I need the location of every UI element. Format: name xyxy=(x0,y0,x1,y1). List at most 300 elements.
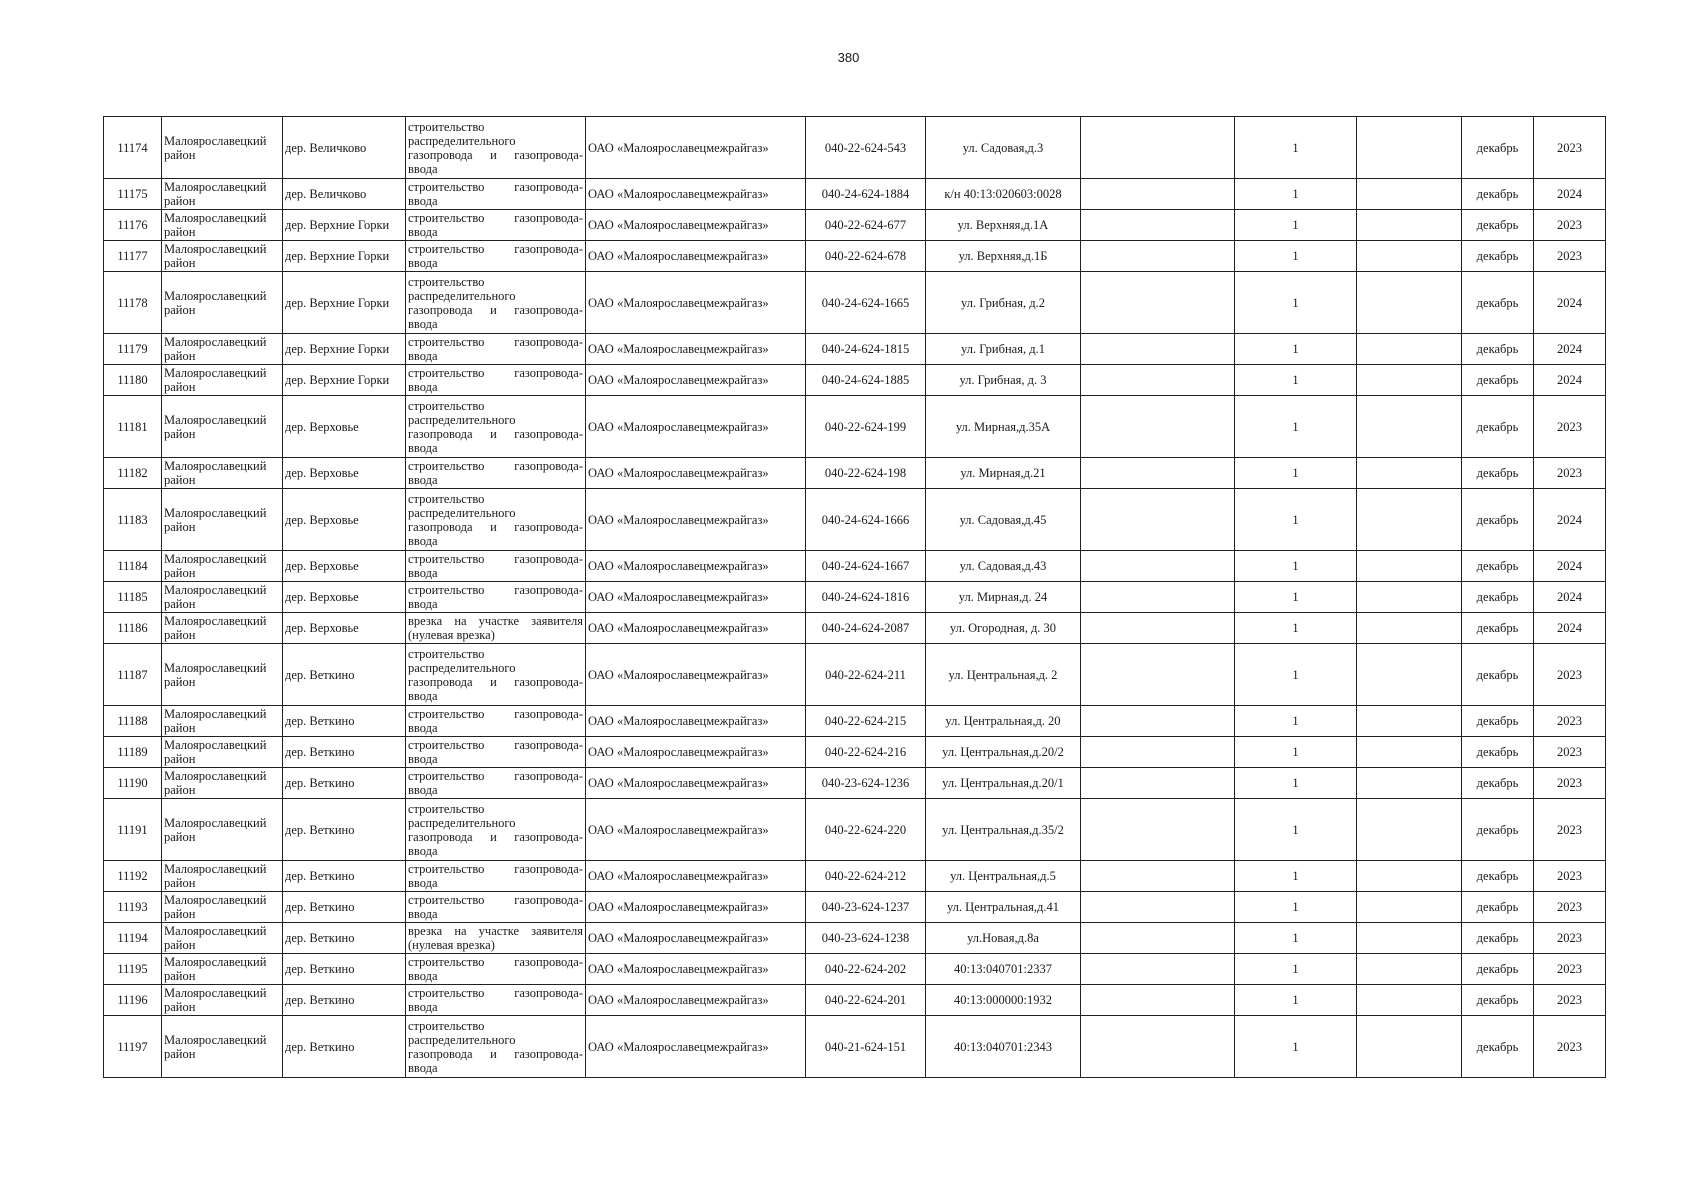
organization-cell: ОАО «Малоярославецмежрайгаз» xyxy=(586,1016,806,1078)
quantity-cell: 1 xyxy=(1235,334,1357,365)
quantity-cell: 1 xyxy=(1235,582,1357,613)
work-type-line: ввода xyxy=(408,473,438,487)
quantity-cell: 1 xyxy=(1235,551,1357,582)
year-cell: 2023 xyxy=(1534,892,1606,923)
table-row xyxy=(104,768,1606,799)
village-cell: дер. Верхние Горки xyxy=(283,241,406,272)
empty-cell xyxy=(1357,1016,1462,1078)
empty-cell xyxy=(1081,985,1235,1016)
address-cell: 40:13:000000:1932 xyxy=(926,985,1081,1016)
year-cell: 2023 xyxy=(1534,241,1606,272)
year-cell: 2023 xyxy=(1534,644,1606,706)
address-cell: ул. Садовая,д.45 xyxy=(926,489,1081,551)
registry-code-cell: 040-22-624-211 xyxy=(806,644,926,706)
organization-cell: ОАО «Малоярославецмежрайгаз» xyxy=(586,241,806,272)
organization-cell: ОАО «Малоярославецмежрайгаз» xyxy=(586,861,806,892)
work-type-line: строительство xyxy=(408,801,485,816)
address-cell: ул. Грибная, д.2 xyxy=(926,272,1081,334)
row-number: 11187 xyxy=(104,644,162,706)
village-cell: дер. Величково xyxy=(283,117,406,179)
gasification-table xyxy=(103,116,1606,1078)
work-type-line: строительство xyxy=(408,646,485,661)
empty-cell xyxy=(1357,551,1462,582)
organization-cell: ОАО «Малоярославецмежрайгаз» xyxy=(586,334,806,365)
work-type-line: (нулевая врезка) xyxy=(408,938,495,952)
work-type-cell xyxy=(406,582,586,613)
work-type-line: ввода xyxy=(408,783,438,797)
village-cell: дер. Верховье xyxy=(283,551,406,582)
quantity-cell: 1 xyxy=(1235,210,1357,241)
table-row xyxy=(104,1016,1606,1078)
work-type-line: ввода xyxy=(408,440,438,455)
table-row xyxy=(104,954,1606,985)
village-cell: дер. Веткино xyxy=(283,892,406,923)
row-number: 11191 xyxy=(104,799,162,861)
village-cell: дер. Верховье xyxy=(283,458,406,489)
empty-cell xyxy=(1357,365,1462,396)
work-type-line: ввода xyxy=(408,161,438,176)
month-cell: декабрь xyxy=(1462,179,1534,210)
organization-cell: ОАО «Малоярославецмежрайгаз» xyxy=(586,117,806,179)
table-body xyxy=(104,117,1606,1078)
empty-cell xyxy=(1081,272,1235,334)
quantity-cell: 1 xyxy=(1235,954,1357,985)
empty-cell xyxy=(1081,489,1235,551)
work-type-line: строительство газопровода- xyxy=(408,335,583,349)
month-cell: декабрь xyxy=(1462,365,1534,396)
work-type-cell xyxy=(406,613,586,644)
village-cell: дер. Верхние Горки xyxy=(283,210,406,241)
empty-cell xyxy=(1357,768,1462,799)
month-cell: декабрь xyxy=(1462,737,1534,768)
month-cell: декабрь xyxy=(1462,1016,1534,1078)
organization-cell: ОАО «Малоярославецмежрайгаз» xyxy=(586,768,806,799)
table-row xyxy=(104,365,1606,396)
table-row xyxy=(104,241,1606,272)
row-number: 11185 xyxy=(104,582,162,613)
district-cell: Малоярославецкий район xyxy=(162,737,283,768)
address-cell: ул. Мирная,д.35А xyxy=(926,396,1081,458)
work-type-line: ввода xyxy=(408,876,438,890)
work-type-cell xyxy=(406,396,586,458)
organization-cell: ОАО «Малоярославецмежрайгаз» xyxy=(586,613,806,644)
district-cell: Малоярославецкий район xyxy=(162,582,283,613)
work-type-line: врезка на участке заявителя xyxy=(408,924,583,938)
address-cell: ул. Огородная, д. 30 xyxy=(926,613,1081,644)
table-row xyxy=(104,923,1606,954)
month-cell: декабрь xyxy=(1462,334,1534,365)
district-cell: Малоярославецкий район xyxy=(162,458,283,489)
month-cell: декабрь xyxy=(1462,241,1534,272)
year-cell: 2023 xyxy=(1534,706,1606,737)
work-type-line: строительство xyxy=(408,491,485,506)
empty-cell xyxy=(1081,799,1235,861)
work-type-line: ввода xyxy=(408,843,438,858)
registry-code-cell: 040-22-624-543 xyxy=(806,117,926,179)
empty-cell xyxy=(1081,861,1235,892)
work-type-cell xyxy=(406,334,586,365)
district-cell: Малоярославецкий район xyxy=(162,117,283,179)
village-cell: дер. Верхние Горки xyxy=(283,365,406,396)
village-cell: дер. Верхние Горки xyxy=(283,272,406,334)
empty-cell xyxy=(1357,892,1462,923)
year-cell: 2024 xyxy=(1534,551,1606,582)
empty-cell xyxy=(1081,396,1235,458)
organization-cell: ОАО «Малоярославецмежрайгаз» xyxy=(586,799,806,861)
work-type-line: врезка на участке заявителя xyxy=(408,614,583,628)
organization-cell: ОАО «Малоярославецмежрайгаз» xyxy=(586,272,806,334)
row-number: 11184 xyxy=(104,551,162,582)
quantity-cell: 1 xyxy=(1235,892,1357,923)
village-cell: дер. Верхние Горки xyxy=(283,334,406,365)
year-cell: 2023 xyxy=(1534,768,1606,799)
empty-cell xyxy=(1357,954,1462,985)
registry-code-cell: 040-22-624-215 xyxy=(806,706,926,737)
work-type-line: (нулевая врезка) xyxy=(408,628,495,642)
month-cell: декабрь xyxy=(1462,396,1534,458)
table-row xyxy=(104,985,1606,1016)
organization-cell: ОАО «Малоярославецмежрайгаз» xyxy=(586,489,806,551)
district-cell: Малоярославецкий район xyxy=(162,613,283,644)
year-cell: 2024 xyxy=(1534,489,1606,551)
row-number: 11195 xyxy=(104,954,162,985)
empty-cell xyxy=(1357,334,1462,365)
month-cell: декабрь xyxy=(1462,613,1534,644)
empty-cell xyxy=(1081,644,1235,706)
district-cell: Малоярославецкий район xyxy=(162,334,283,365)
work-type-line: строительство xyxy=(408,1018,485,1033)
month-cell: декабрь xyxy=(1462,706,1534,737)
quantity-cell: 1 xyxy=(1235,985,1357,1016)
registry-code-cell: 040-24-624-1816 xyxy=(806,582,926,613)
quantity-cell: 1 xyxy=(1235,458,1357,489)
registry-code-cell: 040-22-624-202 xyxy=(806,954,926,985)
work-type-line: строительство газопровода- xyxy=(408,459,583,473)
work-type-line: ввода xyxy=(408,1060,438,1075)
registry-code-cell: 040-22-624-216 xyxy=(806,737,926,768)
organization-cell: ОАО «Малоярославецмежрайгаз» xyxy=(586,551,806,582)
table-row xyxy=(104,272,1606,334)
quantity-cell: 1 xyxy=(1235,272,1357,334)
registry-code-cell: 040-22-624-201 xyxy=(806,985,926,1016)
work-type-cell xyxy=(406,954,586,985)
work-type-line: ввода xyxy=(408,907,438,921)
table-row xyxy=(104,179,1606,210)
address-cell: 40:13:040701:2343 xyxy=(926,1016,1081,1078)
registry-code-cell: 040-24-624-1815 xyxy=(806,334,926,365)
quantity-cell: 1 xyxy=(1235,737,1357,768)
year-cell: 2023 xyxy=(1534,799,1606,861)
empty-cell xyxy=(1357,644,1462,706)
district-cell: Малоярославецкий район xyxy=(162,241,283,272)
quantity-cell: 1 xyxy=(1235,644,1357,706)
row-number: 11177 xyxy=(104,241,162,272)
work-type-line: строительство газопровода- xyxy=(408,552,583,566)
work-type-line: распределительного xyxy=(408,1032,516,1047)
work-type-cell xyxy=(406,489,586,551)
organization-cell: ОАО «Малоярославецмежрайгаз» xyxy=(586,954,806,985)
quantity-cell: 1 xyxy=(1235,613,1357,644)
row-number: 11175 xyxy=(104,179,162,210)
quantity-cell: 1 xyxy=(1235,117,1357,179)
registry-code-cell: 040-24-624-1885 xyxy=(806,365,926,396)
work-type-line: строительство газопровода- xyxy=(408,738,583,752)
table-row xyxy=(104,458,1606,489)
table-row xyxy=(104,644,1606,706)
district-cell: Малоярославецкий район xyxy=(162,892,283,923)
district-cell: Малоярославецкий район xyxy=(162,954,283,985)
work-type-cell xyxy=(406,644,586,706)
quantity-cell: 1 xyxy=(1235,923,1357,954)
table-row xyxy=(104,489,1606,551)
work-type-cell xyxy=(406,985,586,1016)
year-cell: 2023 xyxy=(1534,1016,1606,1078)
registry-code-cell: 040-24-624-2087 xyxy=(806,613,926,644)
page-number: 380 xyxy=(837,50,860,65)
work-type-cell xyxy=(406,365,586,396)
registry-code-cell: 040-21-624-151 xyxy=(806,1016,926,1078)
month-cell: декабрь xyxy=(1462,644,1534,706)
row-number: 11180 xyxy=(104,365,162,396)
work-type-cell xyxy=(406,799,586,861)
quantity-cell: 1 xyxy=(1235,489,1357,551)
year-cell: 2024 xyxy=(1534,365,1606,396)
work-type-line: распределительного xyxy=(408,660,516,675)
month-cell: декабрь xyxy=(1462,768,1534,799)
registry-code-cell: 040-22-624-220 xyxy=(806,799,926,861)
quantity-cell: 1 xyxy=(1235,1016,1357,1078)
address-cell: ул. Центральная,д.35/2 xyxy=(926,799,1081,861)
village-cell: дер. Веткино xyxy=(283,768,406,799)
empty-cell xyxy=(1357,179,1462,210)
district-cell: Малоярославецкий район xyxy=(162,923,283,954)
table-row xyxy=(104,861,1606,892)
year-cell: 2023 xyxy=(1534,396,1606,458)
row-number: 11188 xyxy=(104,706,162,737)
work-type-line: ввода xyxy=(408,752,438,766)
quantity-cell: 1 xyxy=(1235,799,1357,861)
empty-cell xyxy=(1081,179,1235,210)
work-type-cell xyxy=(406,551,586,582)
table-row xyxy=(104,892,1606,923)
registry-code-cell: 040-23-624-1237 xyxy=(806,892,926,923)
district-cell: Малоярославецкий район xyxy=(162,272,283,334)
work-type-line: газопровода и газопровода- xyxy=(408,519,583,534)
work-type-cell xyxy=(406,272,586,334)
empty-cell xyxy=(1081,210,1235,241)
year-cell: 2024 xyxy=(1534,613,1606,644)
month-cell: декабрь xyxy=(1462,551,1534,582)
village-cell: дер. Верховье xyxy=(283,582,406,613)
empty-cell xyxy=(1081,923,1235,954)
address-cell: ул. Центральная,д.5 xyxy=(926,861,1081,892)
month-cell: декабрь xyxy=(1462,458,1534,489)
village-cell: дер. Веткино xyxy=(283,799,406,861)
organization-cell: ОАО «Малоярославецмежрайгаз» xyxy=(586,737,806,768)
work-type-line: ввода xyxy=(408,533,438,548)
address-cell: ул. Грибная, д.1 xyxy=(926,334,1081,365)
work-type-cell xyxy=(406,737,586,768)
organization-cell: ОАО «Малоярославецмежрайгаз» xyxy=(586,179,806,210)
empty-cell xyxy=(1081,241,1235,272)
address-cell: ул. Мирная,д. 24 xyxy=(926,582,1081,613)
table-row xyxy=(104,737,1606,768)
registry-code-cell: 040-22-624-677 xyxy=(806,210,926,241)
table-row xyxy=(104,334,1606,365)
year-cell: 2024 xyxy=(1534,179,1606,210)
village-cell: дер. Верховье xyxy=(283,396,406,458)
month-cell: декабрь xyxy=(1462,272,1534,334)
work-type-line: ввода xyxy=(408,349,438,363)
empty-cell xyxy=(1081,706,1235,737)
registry-code-cell: 040-24-624-1666 xyxy=(806,489,926,551)
table-row xyxy=(104,117,1606,179)
work-type-cell xyxy=(406,458,586,489)
month-cell: декабрь xyxy=(1462,923,1534,954)
empty-cell xyxy=(1081,582,1235,613)
village-cell: дер. Веткино xyxy=(283,954,406,985)
village-cell: дер. Веткино xyxy=(283,644,406,706)
empty-cell xyxy=(1357,396,1462,458)
row-number: 11189 xyxy=(104,737,162,768)
district-cell: Малоярославецкий район xyxy=(162,706,283,737)
work-type-line: газопровода и газопровода- xyxy=(408,302,583,317)
district-cell: Малоярославецкий район xyxy=(162,210,283,241)
empty-cell xyxy=(1357,861,1462,892)
work-type-line: строительство xyxy=(408,398,485,413)
work-type-line: газопровода и газопровода- xyxy=(408,829,583,844)
table-row xyxy=(104,613,1606,644)
work-type-line: ввода xyxy=(408,721,438,735)
quantity-cell: 1 xyxy=(1235,179,1357,210)
month-cell: декабрь xyxy=(1462,799,1534,861)
quantity-cell: 1 xyxy=(1235,241,1357,272)
district-cell: Малоярославецкий район xyxy=(162,644,283,706)
row-number: 11194 xyxy=(104,923,162,954)
work-type-cell xyxy=(406,923,586,954)
address-cell: 40:13:040701:2337 xyxy=(926,954,1081,985)
month-cell: декабрь xyxy=(1462,117,1534,179)
year-cell: 2024 xyxy=(1534,582,1606,613)
year-cell: 2023 xyxy=(1534,985,1606,1016)
month-cell: декабрь xyxy=(1462,489,1534,551)
district-cell: Малоярославецкий район xyxy=(162,799,283,861)
year-cell: 2023 xyxy=(1534,458,1606,489)
address-cell: к/н 40:13:020603:0028 xyxy=(926,179,1081,210)
organization-cell: ОАО «Малоярославецмежрайгаз» xyxy=(586,985,806,1016)
month-cell: декабрь xyxy=(1462,582,1534,613)
district-cell: Малоярославецкий район xyxy=(162,1016,283,1078)
work-type-line: строительство газопровода- xyxy=(408,893,583,907)
year-cell: 2023 xyxy=(1534,210,1606,241)
work-type-line: ввода xyxy=(408,597,438,611)
district-cell: Малоярославецкий район xyxy=(162,768,283,799)
table-row xyxy=(104,210,1606,241)
work-type-line: строительство газопровода- xyxy=(408,242,583,256)
work-type-line: строительство газопровода- xyxy=(408,707,583,721)
address-cell: ул. Центральная,д.41 xyxy=(926,892,1081,923)
work-type-line: ввода xyxy=(408,1000,438,1014)
village-cell: дер. Веткино xyxy=(283,923,406,954)
work-type-line: ввода xyxy=(408,256,438,270)
table-row xyxy=(104,799,1606,861)
work-type-line: строительство газопровода- xyxy=(408,366,583,380)
empty-cell xyxy=(1357,737,1462,768)
year-cell: 2024 xyxy=(1534,334,1606,365)
empty-cell xyxy=(1357,272,1462,334)
row-number: 11193 xyxy=(104,892,162,923)
work-type-cell xyxy=(406,1016,586,1078)
work-type-line: распределительного xyxy=(408,288,516,303)
work-type-line: строительство xyxy=(408,274,485,289)
work-type-line: строительство газопровода- xyxy=(408,211,583,225)
empty-cell xyxy=(1357,489,1462,551)
quantity-cell: 1 xyxy=(1235,768,1357,799)
empty-cell xyxy=(1081,365,1235,396)
address-cell: ул. Центральная,д. 2 xyxy=(926,644,1081,706)
address-cell: ул.Новая,д.8а xyxy=(926,923,1081,954)
work-type-line: распределительного xyxy=(408,505,516,520)
work-type-line: распределительного xyxy=(408,133,516,148)
year-cell: 2023 xyxy=(1534,954,1606,985)
village-cell: дер. Веткино xyxy=(283,861,406,892)
empty-cell xyxy=(1357,210,1462,241)
empty-cell xyxy=(1081,892,1235,923)
month-cell: декабрь xyxy=(1462,985,1534,1016)
quantity-cell: 1 xyxy=(1235,861,1357,892)
row-number: 11174 xyxy=(104,117,162,179)
address-cell: ул. Грибная, д. 3 xyxy=(926,365,1081,396)
empty-cell xyxy=(1081,117,1235,179)
month-cell: декабрь xyxy=(1462,210,1534,241)
table-row xyxy=(104,551,1606,582)
district-cell: Малоярославецкий район xyxy=(162,365,283,396)
work-type-line: газопровода и газопровода- xyxy=(408,674,583,689)
row-number: 11183 xyxy=(104,489,162,551)
registry-code-cell: 040-22-624-212 xyxy=(806,861,926,892)
address-cell: ул. Верхняя,д.1Б xyxy=(926,241,1081,272)
table-row xyxy=(104,582,1606,613)
empty-cell xyxy=(1081,1016,1235,1078)
organization-cell: ОАО «Малоярославецмежрайгаз» xyxy=(586,582,806,613)
registry-code-cell: 040-24-624-1667 xyxy=(806,551,926,582)
row-number: 11192 xyxy=(104,861,162,892)
organization-cell: ОАО «Малоярославецмежрайгаз» xyxy=(586,923,806,954)
work-type-line: распределительного xyxy=(408,412,516,427)
work-type-line: строительство газопровода- xyxy=(408,862,583,876)
organization-cell: ОАО «Малоярославецмежрайгаз» xyxy=(586,396,806,458)
registry-code-cell: 040-22-624-198 xyxy=(806,458,926,489)
work-type-line: ввода xyxy=(408,194,438,208)
empty-cell xyxy=(1081,458,1235,489)
work-type-line: ввода xyxy=(408,969,438,983)
quantity-cell: 1 xyxy=(1235,706,1357,737)
district-cell: Малоярославецкий район xyxy=(162,985,283,1016)
row-number: 11190 xyxy=(104,768,162,799)
village-cell: дер. Веткино xyxy=(283,737,406,768)
address-cell: ул. Садовая,д.43 xyxy=(926,551,1081,582)
work-type-cell xyxy=(406,241,586,272)
registry-code-cell: 040-22-624-678 xyxy=(806,241,926,272)
work-type-cell xyxy=(406,210,586,241)
work-type-line: ввода xyxy=(408,380,438,394)
work-type-line: ввода xyxy=(408,566,438,580)
work-type-line: ввода xyxy=(408,688,438,703)
table-row xyxy=(104,706,1606,737)
registry-code-cell: 040-24-624-1665 xyxy=(806,272,926,334)
empty-cell xyxy=(1357,985,1462,1016)
year-cell: 2024 xyxy=(1534,272,1606,334)
